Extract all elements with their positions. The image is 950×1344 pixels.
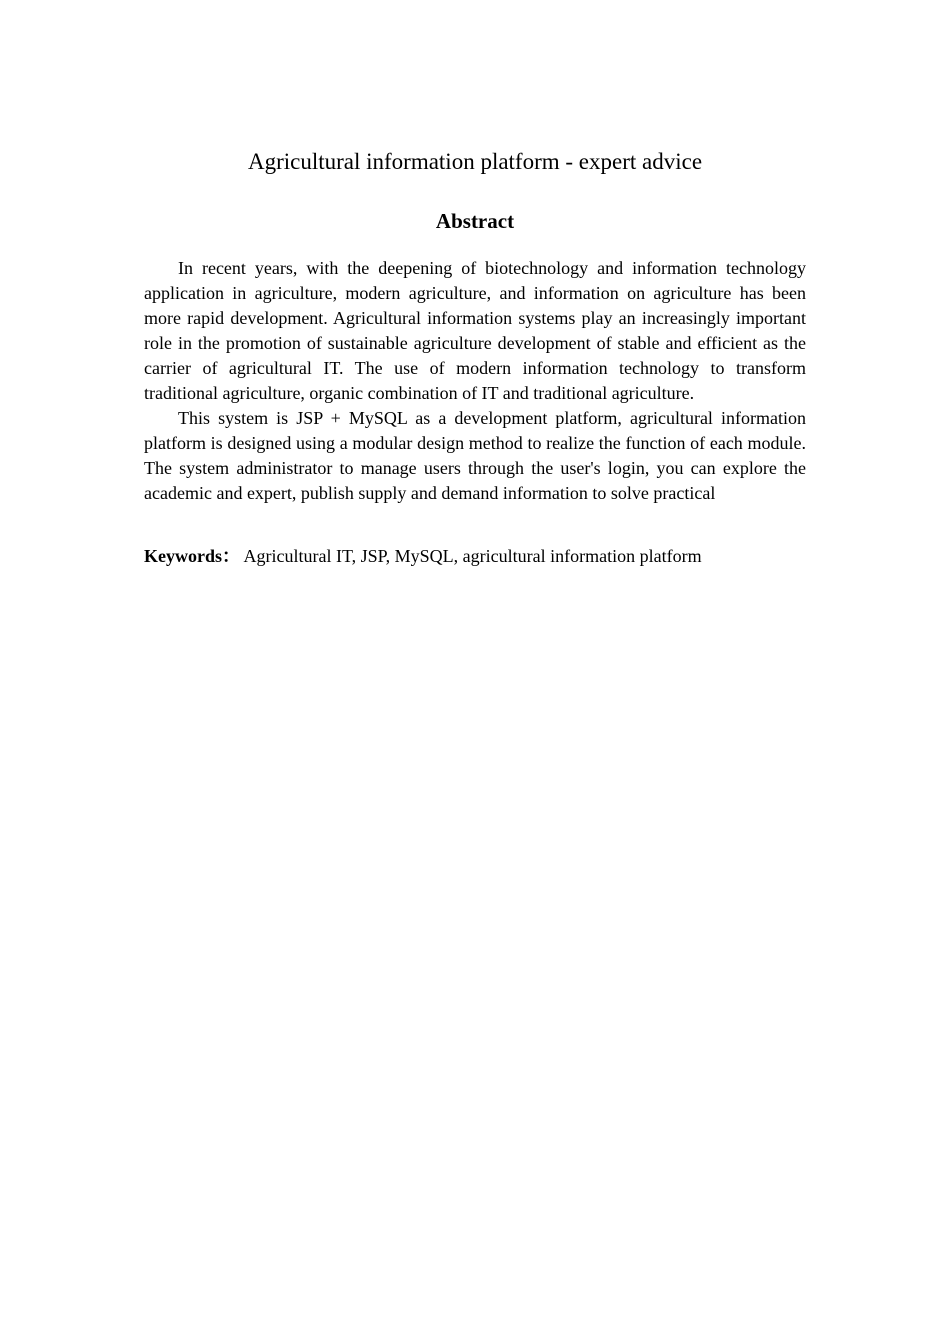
keywords-label: Keywords：	[144, 546, 240, 566]
document-content	[144, 146, 806, 569]
keywords-text: Agricultural IT, JSP, MySQL, agricultural information platform	[243, 546, 702, 566]
abstract-body	[144, 256, 806, 506]
keywords-line	[144, 544, 806, 569]
abstract-paragraph-2: This system is JSP + MySQL as a development platform, agricultural information platform is designed using a modular design method to realize the function of each module. The system administrator to manage users through the user's login, you can explore the academic and expert, publish supply and demand information to solve practical	[144, 408, 806, 503]
document-title: Agricultural information platform - expert advice	[247, 149, 703, 174]
abstract-heading: Abstract	[435, 209, 515, 233]
abstract-paragraph-1: In recent years, with the deepening of biotechnology and information technology application in agriculture, modern agriculture, and information on agriculture has been more rapid development. Agricultural information systems play an increasingly important role in the promotion of sustainable agriculture development of stable and efficient as the carrier of agricultural IT. The use of modern information technology to transform traditional agriculture, organic combination of IT and traditional agriculture.	[144, 258, 806, 403]
